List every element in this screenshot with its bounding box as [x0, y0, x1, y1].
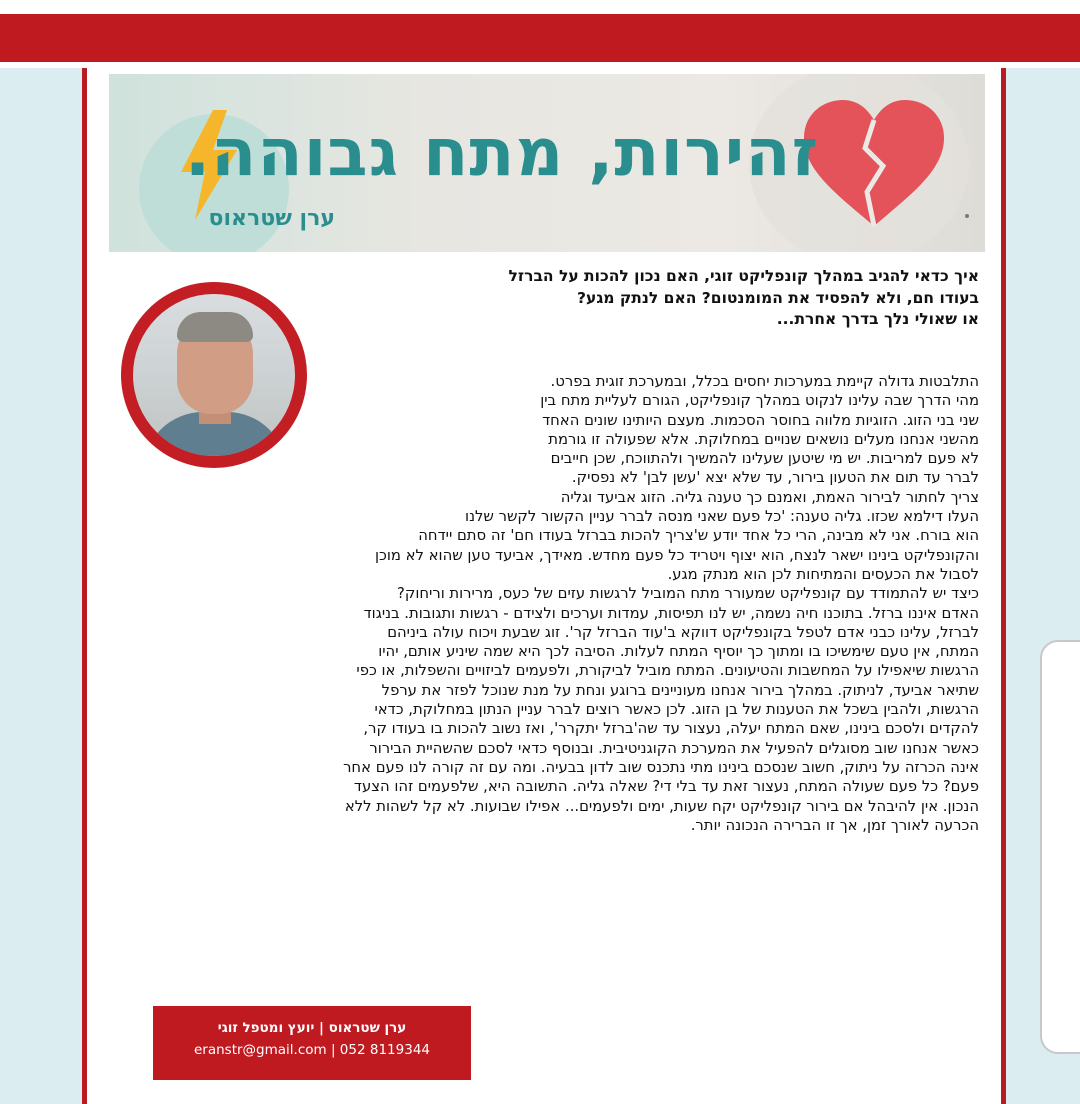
article-lead: [319, 266, 979, 331]
body-line: הכרעה לאורך זמן, אך זו הברירה הנכונה יותר.: [690, 816, 979, 834]
side-panel-tab[interactable]: [1040, 640, 1080, 1054]
body-line: שני בני הזוג. הזוגיות מלווה בחוסר הסכמות. מעצם היותינו שונים האחד: [542, 411, 979, 429]
body-line: התלבטות גדולה קיימת במערכות יחסים בכלל, ובמערכת זוגית בפרט.: [550, 373, 979, 390]
banner-title: זהירות, מתח גבוהה.: [184, 114, 819, 191]
banner-author: ערן שטראוס: [208, 206, 335, 231]
lead-line: איך כדאי להגיב במהלך קונפליקט זוגי, האם נכון להכות על הברזל: [508, 267, 979, 285]
newsletter-page: [82, 68, 1006, 1104]
contact-box[interactable]: [153, 1006, 471, 1080]
article-banner: [109, 74, 985, 252]
body-line: המתח, אין טעם שימשיכו בו ומתוך כך יוסיף המתח לעלות. הסיבה לכך היא שמה שיניע אותם, יהיו: [378, 643, 979, 661]
contact-name: ערן שטראוס | יועץ ומטפל זוגי: [217, 1020, 407, 1036]
lead-line: או שאולי נלך בדרך אחרת...: [776, 310, 979, 328]
banner-dot: [965, 214, 969, 218]
body-line: מהשני אנחנו מעלים נושאים שנויים במחלוקת. אלא שפעולה זו גורמת: [548, 430, 979, 448]
body-line: כיצד יש להתמודד עם קונפליקט שמעורר מתח המוביל לרגשות עזים של כעס, מרירות וריחוק?: [396, 585, 979, 603]
body-line: הוא בורח. אני לא מבינה, הרי כל אחד יודע ש'צריך להכות בברזל בעודו חם' זה סתם יידחה: [418, 527, 979, 545]
body-line: צריך לחתור לבירור האמת, ואמנם כך טענה גליה. הזוג אביעד וגליה: [560, 488, 979, 506]
body-line: שתיאר אביעד, לניתוק. במהלך בירור אנחנו מעוניינים ברוגע ונחת על מנת שנוכל לפזר את ערפל: [381, 681, 979, 699]
body-line: להקדים ולסכם בינינו, שאם המתח יעלה, נעצור עד שה'ברזל יתקרר', ואז נשוב להכות בו בעודו קר,: [363, 720, 979, 738]
body-line: הנכון. אין להיבהל אם בירור קונפליקט יקח שעות, ימים ולפעמים... אפילו שבועות. לא קל לשהות ללא: [344, 797, 979, 815]
lead-line: בעודו חם, ולא להפסיד את המומנטום? האם לנתק מגע?: [577, 288, 979, 307]
broken-heart-icon: [799, 96, 949, 236]
body-line: אינה הכרזה על ניתוק, חשוב שנסכם בינינו מתי נתכנס שוב לדון בבעיה. ומה עם זה קורה לנו פעם אחר: [343, 758, 979, 776]
body-line: לברר עד תום את הטעון בירור, עד שלא יצא 'עשן לבן' לא נפסיק.: [571, 469, 979, 487]
body-line: והקונפליקט בינינו ישאר לנצח, הוא יצוף ויטריד כל פעם מחדש. מאידך, אביעד טען שהוא לא מוכן: [375, 546, 979, 564]
body-line: הרגשות שיאפילו על המחשבות והטיעונים. המתח מוביל לביקורת, ולפעמים לביזויים והשפלות, או כפי: [356, 662, 979, 680]
header-band: [0, 14, 1080, 62]
contact-details[interactable]: eranstr@gmail.com | 052 8119344: [194, 1042, 430, 1058]
body-line: לסבול את הכעסים והמתיחות לכן הוא מנתק מגע.: [667, 565, 979, 583]
body-line: לברזל, עלינו כבני אדם לטפל בקונפליקט דווקא ב'עוד הברזל קר'. זוג שבעת ויכוח עולה ביניהם: [387, 623, 979, 641]
body-line: לא פעם למריבות. יש מי שיטען שעלינו להמשיך ולהתווכח, שכן חייבים: [550, 450, 979, 468]
body-line: האדם איננו ברזל. בתוכנו חיה נשמה, יש לנו תפיסות, עמדות וערכים ולצידם - רגשות ותגובות. בניגוד: [363, 604, 979, 622]
body-line: פעם? כל פעם שעולה המתח, נעצור זאת עד בלי די? שאלה גליה. התשובה היא, שלפעמים זהו הצעד: [353, 778, 979, 796]
article-body: [99, 372, 979, 835]
body-line: כאשר אנחנו שוב מסוגלים להפעיל את המערכת הקוגניטיבית. ובנוסף כדאי לסכם שהשהיית הבירור: [369, 739, 979, 757]
body-line: העלו דילמא שכזו. גליה טענה: 'כל פעם שאני מנסה לברר עניין הקשור לקשר שלנו: [465, 508, 979, 526]
body-line: מהי הדרך שבה עלינו לנקוט במהלך קונפליקט, הגורם לעליית מתח בין: [540, 392, 979, 410]
body-line: הרגשות, ולהבין בשכל את הטענות של בן הזוג. לכן כאשר רוצים לברר עניין הנתון במחלוקת, כדאי: [374, 701, 979, 719]
top-strip: [0, 0, 1080, 14]
